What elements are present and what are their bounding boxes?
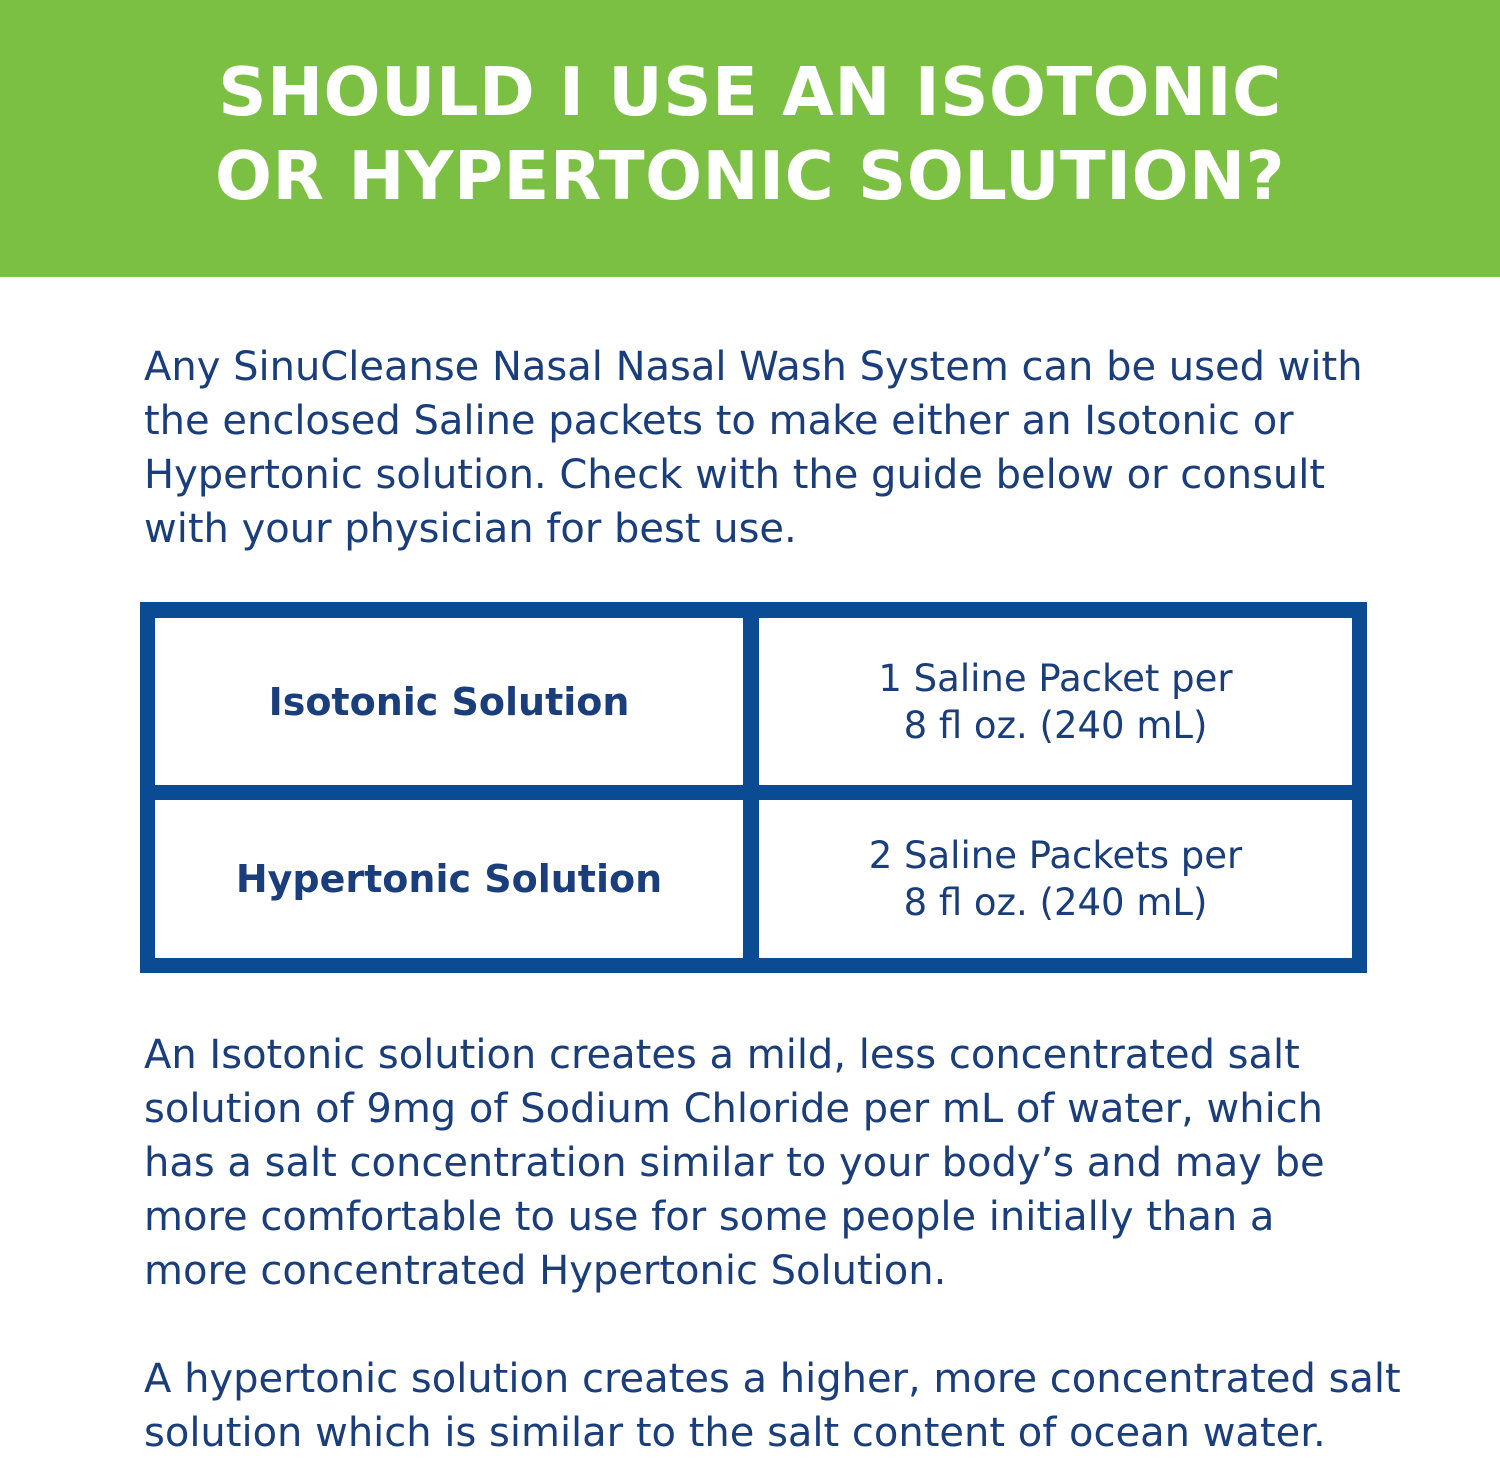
table-row-hypertonic-amount-cell [759, 800, 1352, 958]
hypertonic-amount-line-1: 2 Saline Packets per [868, 834, 1243, 877]
page-title-line-2: OR HYPERTONIC SOLUTION? [214, 137, 1286, 215]
isotonic-label: Isotonic Solution [268, 679, 630, 724]
table-row-isotonic-amount-cell [759, 618, 1352, 785]
hypertonic-amount-line-2: 8 fl oz. (240 mL) [903, 881, 1208, 924]
isotonic-amount-line-2: 8 fl oz. (240 mL) [903, 703, 1208, 747]
intro-paragraph: Any SinuCleanse Nasal Nasal Wash System can be used with the enclosed Saline packets to make either an Isotonic or Hypertonic solution. Check with the guide below or consult with your physician for best use. [144, 344, 1363, 552]
page-title [0, 50, 1500, 218]
page-title-line-1: SHOULD I USE AN ISOTONIC [218, 53, 1282, 131]
isotonic-amount-line-1: 1 Saline Packet per [878, 656, 1233, 700]
solution-guide-table [140, 602, 1367, 973]
header-banner [0, 0, 1500, 277]
hypertonic-label: Hypertonic Solution [235, 857, 663, 901]
hypertonic-description-paragraph: A hypertonic solution creates a higher, more concentrated salt solution which is similar to the salt content of ocean water. [144, 1356, 1401, 1456]
table-row-isotonic-label-cell [155, 618, 743, 785]
isotonic-amount [878, 655, 1232, 749]
isotonic-description-paragraph: An Isotonic solution creates a mild, less concentrated salt solution of 9mg of Sodium Chloride per mL of water, which has a salt concentration similar to your body’s and may be more comfortable to use for some people initially than a more concentrated Hypertonic Solution. [144, 1032, 1325, 1294]
hypertonic-amount [869, 832, 1243, 926]
table-row-hypertonic-label-cell [155, 800, 743, 958]
